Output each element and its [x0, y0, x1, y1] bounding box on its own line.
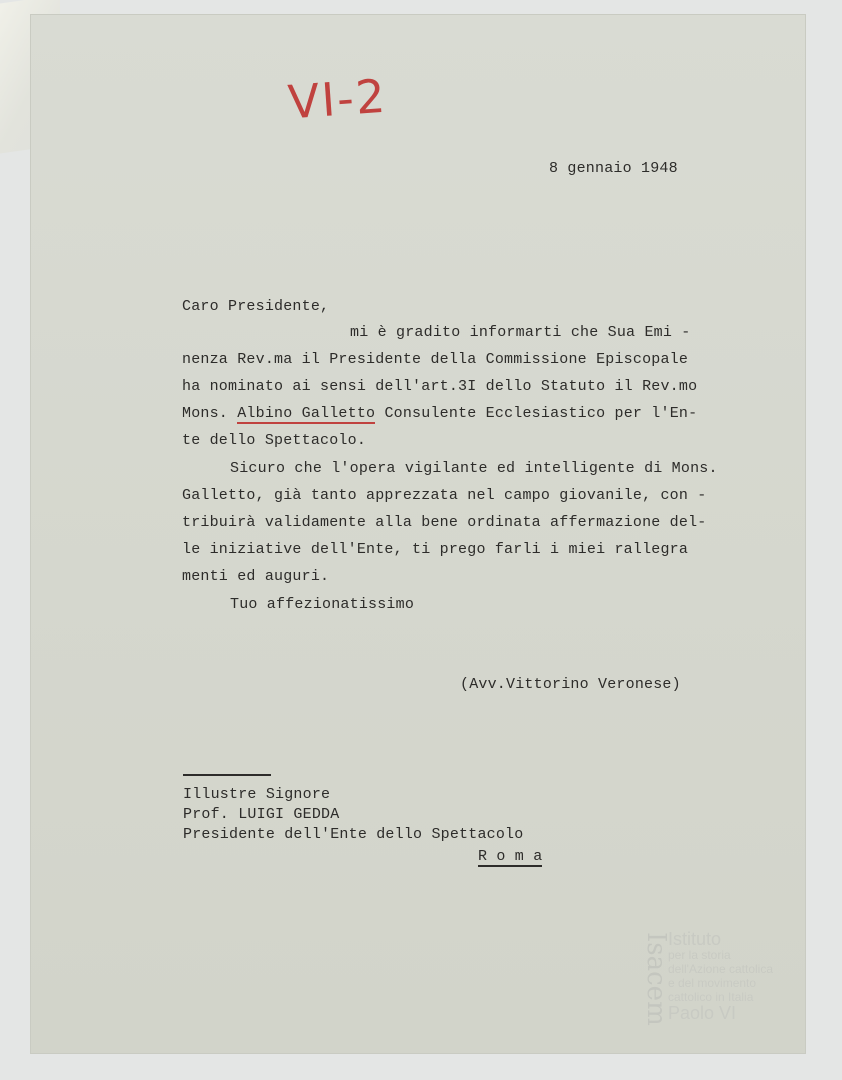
logo-line: dell'Azione cattolica [668, 962, 774, 976]
underlined-name: Albino Galletto [237, 405, 376, 422]
closing: Tuo affezionatissimo [230, 596, 415, 613]
addressee-line: Presidente dell'Ente dello Spettacolo [183, 826, 524, 843]
logo-text [668, 930, 773, 1022]
body-text: Mons. [182, 405, 238, 422]
letter-paper [30, 14, 806, 1054]
addressee-line: Prof. LUIGI GEDDA [183, 806, 340, 823]
body-line: te dello Spettacolo. [182, 432, 367, 449]
body-line [182, 405, 697, 422]
body-line: ha nominato ai sensi dell'art.3I dello Statuto il Rev.mo [182, 378, 698, 395]
logo-line: per la storia [668, 948, 731, 962]
body-line: Sicuro che l'opera vigilante ed intelligente di Mons. [230, 460, 718, 477]
body-line: tribuirà validamente alla bene ordinata affermazione del- [182, 514, 707, 531]
isacem-logo [624, 928, 794, 1038]
logo-line: Istituto [668, 929, 722, 949]
isacem-mark: Isacem [641, 932, 671, 1026]
body-line: menti ed auguri. [182, 568, 330, 585]
body-text: Consulente Ecclesiastico per l'En- [375, 405, 698, 422]
body-line: Galletto, già tanto apprezzata nel campo giovanile, con - [182, 487, 707, 504]
addressee-line: Illustre Signore [183, 786, 331, 803]
body-line: mi è gradito informarti che Sua Emi - [350, 324, 691, 341]
body-line: le iniziative dell'Ente, ti prego farli i miei rallegra [182, 541, 689, 558]
body-line: nenza Rev.ma il Presidente della Commissione Episcopale [182, 351, 689, 368]
letter-date: 8 gennaio 1948 [549, 160, 678, 177]
logo-line: e del movimento [668, 976, 757, 990]
signature: (Avv.Vittorino Veronese) [460, 676, 681, 693]
divider [183, 774, 271, 776]
handwritten-annotation: VI-2 [286, 68, 389, 130]
salutation: Caro Presidente, [182, 298, 330, 315]
addressee-city: R o m a [478, 848, 543, 865]
logo-line: Paolo VI [668, 1003, 737, 1023]
logo-line: cattolico in Italia [668, 990, 754, 1004]
